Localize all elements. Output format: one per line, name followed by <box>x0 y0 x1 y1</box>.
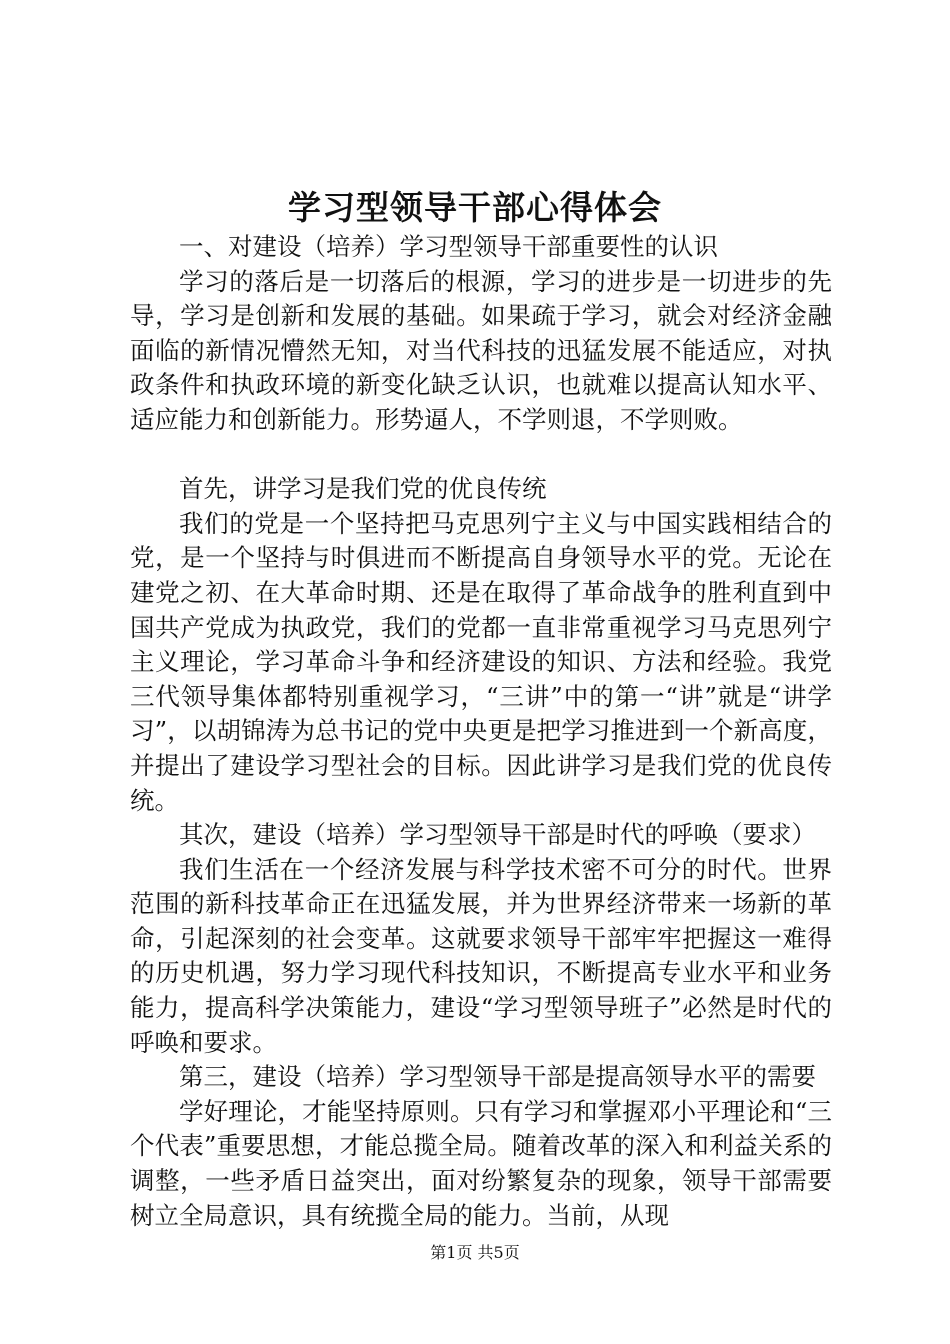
body-paragraph: 我们生活在一个经济发展与科学技术密不可分的时代。世界范围的新科技革命正在迅猛发展，并为世界经济带来一场新的革命，引起深刻的社会变革。这就要求领导干部牢牢把握这一难得的历史机遇，努力学习现代科技知识，不断提高专业水平和业务能力，提高科学决策能力，建设“学习型领导班子”必然是时代的呼唤和要求。 <box>130 854 832 1057</box>
document-title: 学习型领导干部心得体会 <box>288 188 662 227</box>
subsection-heading: 其次，建设（培养）学习型领导干部是时代的呼唤（要求） <box>179 820 816 850</box>
document-body <box>130 230 832 1233</box>
subsection-heading: 首先，讲学习是我们党的优良传统 <box>179 474 547 504</box>
body-paragraph: 学习的落后是一切落后的根源，学习的进步是一切进步的先导，学习是创新和发展的基础。如果疏于学习，就会对经济金融面临的新情况懵然无知，对当代科技的迅猛发展不能适应，对执政条件和执政环境的新变化缺乏认识，也就难以提高认知水平、适应能力和创新能力。形势逼人，不学则退，不学则败。 <box>130 266 832 434</box>
body-paragraph: 我们的党是一个坚持把马克思列宁主义与中国实践相结合的党，是一个坚持与时俱进而不断提高自身领导水平的党。无论在建党之初、在大革命时期、还是在取得了革命战争的胜利直到中国共产党成为执政党，我们的党都一直非常重视学习马克思列宁主义理论，学习革命斗争和经济建设的知识、方法和经验。我党三代领导集体都特别重视学习，“三讲”中的第一“讲”就是“讲学习”，以胡锦涛为总书记的党中央更是把学习推进到一个新高度，并提出了建设学习型社会的目标。因此讲学习是我们党的优良传统。 <box>130 508 832 815</box>
subsection-heading: 第三，建设（培养）学习型领导干部是提高领导水平的需要 <box>179 1062 816 1092</box>
paragraph-gap <box>130 438 832 473</box>
page-number-footer: 第1页 共5页 <box>430 1243 520 1262</box>
body-paragraph: 学好理论，才能坚持原则。只有学习和掌握邓小平理论和“三个代表”重要思想，才能总揽全局。随着改革的深入和利益关系的调整，一些矛盾日益突出，面对纷繁复杂的现象，领导干部需要树立全局意识，具有统揽全局的能力。当前，从现 <box>130 1096 832 1230</box>
section-heading: 一、对建设（培养）学习型领导干部重要性的认识 <box>179 232 718 261</box>
